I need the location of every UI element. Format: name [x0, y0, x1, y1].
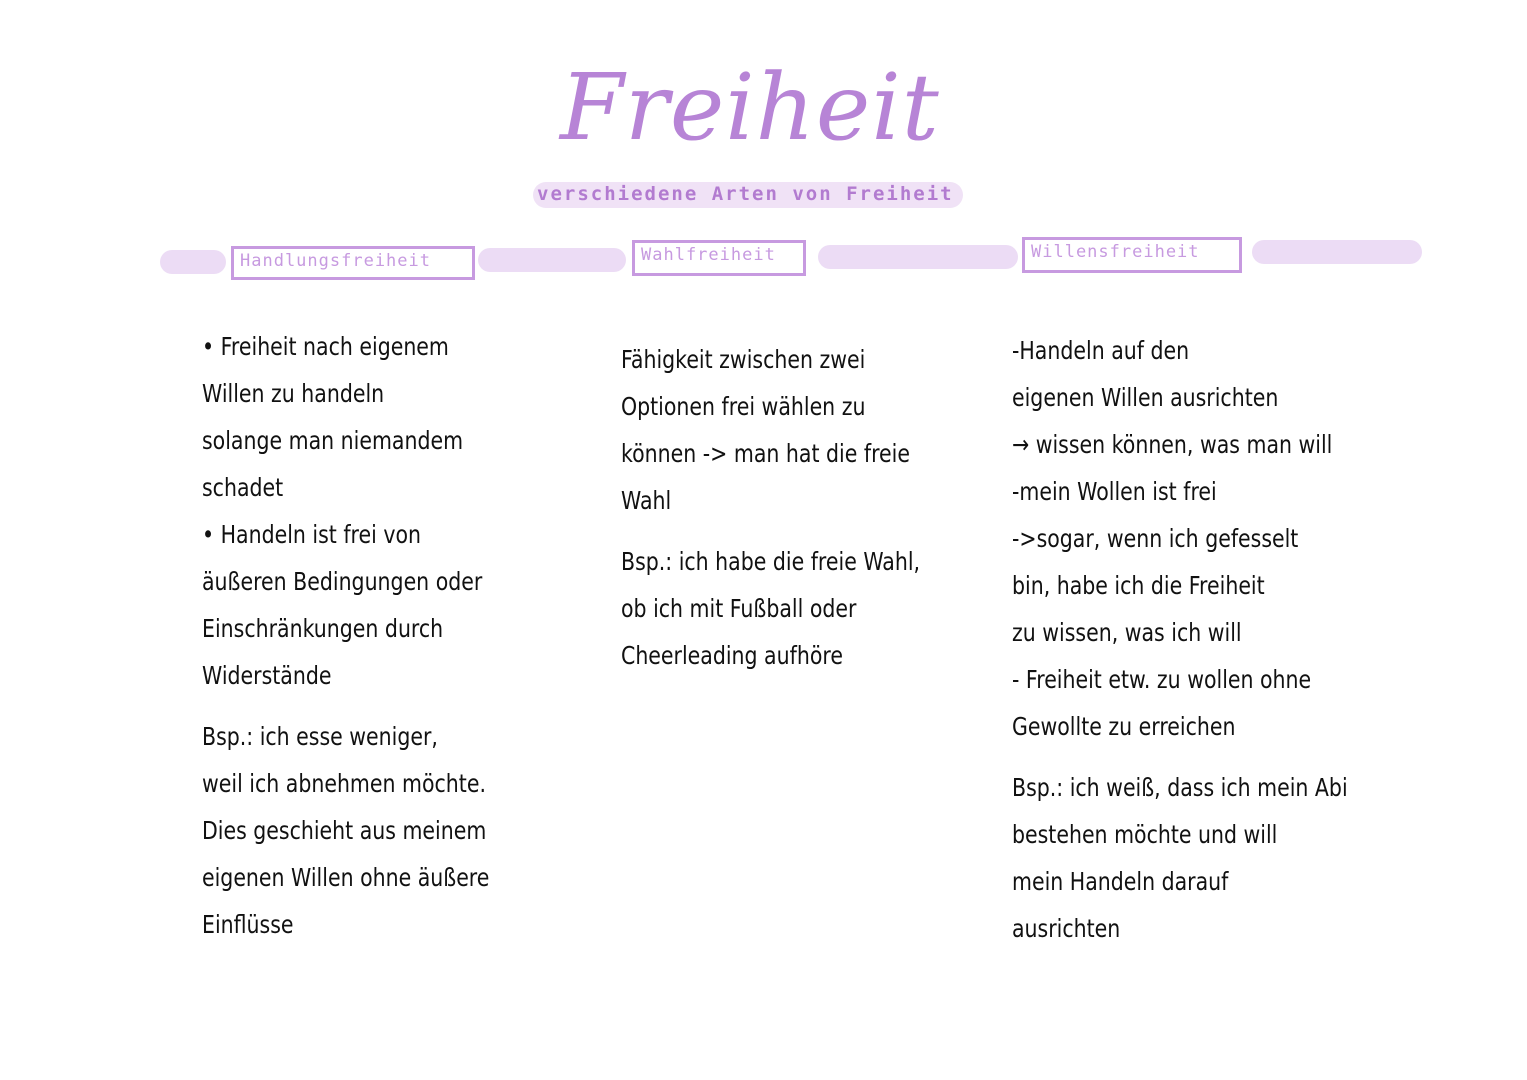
heading-willensfreiheit: Willensfreiheit — [1022, 237, 1242, 273]
text-line: Optionen frei wählen zu — [621, 392, 866, 421]
column-wahlfreiheit — [621, 336, 920, 679]
example-line: mein Handeln darauf — [1012, 867, 1229, 896]
band-segment — [478, 248, 626, 272]
example-line: bestehen möchte und will — [1012, 820, 1278, 849]
heading-wahlfreiheit: Wahlfreiheit — [632, 240, 806, 276]
example-line: Dies geschieht aus meinem — [202, 816, 487, 845]
text-line: Einschränkungen durch — [202, 614, 444, 643]
text-line: • Handeln ist frei von — [202, 520, 422, 549]
example-line: weil ich abnehmen möchte. — [202, 769, 486, 798]
text-line: schadet — [202, 473, 284, 502]
column-handlungsfreiheit — [202, 323, 489, 948]
text-line: Gewollte zu erreichen — [1012, 712, 1236, 741]
subtitle: verschiedene Arten von Freiheit — [537, 183, 954, 205]
example-line: Bsp.: ich habe die freie Wahl, — [621, 547, 921, 576]
text-line: solange man niemandem — [202, 426, 464, 455]
example-line: Bsp.: ich esse weniger, — [202, 722, 438, 751]
text-line: • Freiheit nach eigenem — [202, 332, 449, 361]
text-line: Wahl — [621, 486, 672, 515]
text-line: zu wissen, was ich will — [1012, 618, 1242, 647]
example-line: Cheerleading aufhöre — [621, 641, 843, 670]
text-line: äußeren Bedingungen oder — [202, 567, 483, 596]
text-line: Widerstände — [202, 661, 332, 690]
text-line: eigenen Willen ausrichten — [1012, 383, 1279, 412]
text-line: bin, habe ich die Freiheit — [1012, 571, 1265, 600]
text-line: Willen zu handeln — [202, 379, 385, 408]
example-line: Einflüsse — [202, 910, 294, 939]
heading-handlungsfreiheit: Handlungsfreiheit — [231, 246, 475, 280]
example-line: ob ich mit Fußball oder — [621, 594, 857, 623]
text-line: -mein Wollen ist frei — [1012, 477, 1217, 506]
text-line: → wissen können, was man will — [1012, 430, 1333, 459]
text-line: können -> man hat die freie — [621, 439, 910, 468]
text-line: Fähigkeit zwischen zwei — [621, 345, 866, 374]
page-title: Freiheit — [560, 54, 940, 161]
text-line: -Handeln auf den — [1012, 336, 1190, 365]
text-line: ->sogar, wenn ich gefesselt — [1012, 524, 1299, 553]
text-line: - Freiheit etw. zu wollen ohne — [1012, 665, 1312, 694]
column-willensfreiheit — [1012, 327, 1348, 952]
band-segment — [818, 245, 1018, 269]
example-line: Bsp.: ich weiß, dass ich mein Abi — [1012, 773, 1348, 802]
example-line: eigenen Willen ohne äußere — [202, 863, 490, 892]
band-segment — [1252, 240, 1422, 264]
band-segment — [160, 250, 226, 274]
example-line: ausrichten — [1012, 914, 1121, 943]
